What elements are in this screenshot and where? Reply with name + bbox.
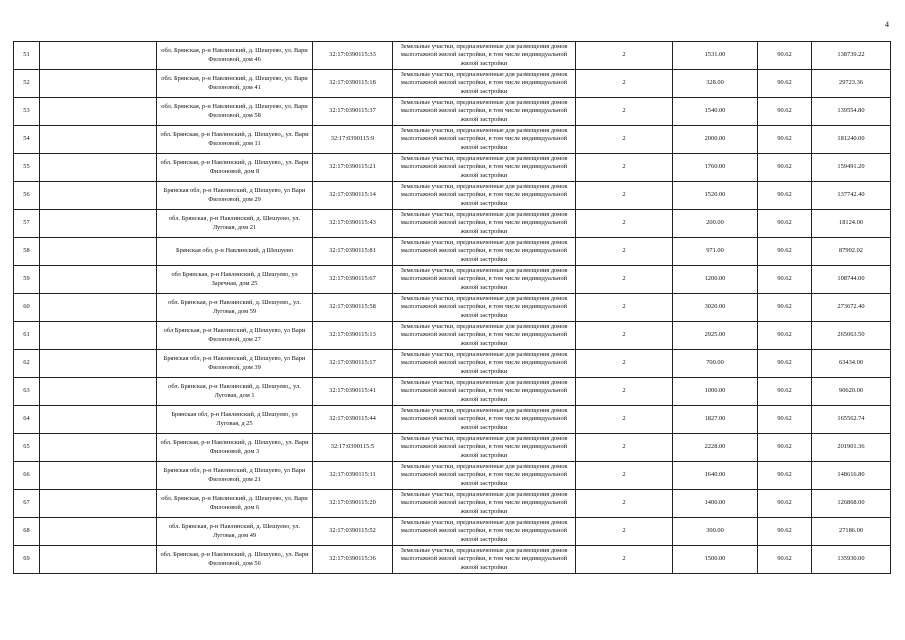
cadastral-number-cell: 32:17:0390115:58 xyxy=(313,294,393,322)
row-number-cell: 51 xyxy=(14,42,40,70)
land-use-cell: Земельные участки, предназначенные для размещения домов малоэтажной жилой застройки, в том числе индивидуальной жилой застройки xyxy=(393,322,576,350)
area-cell: 1500.00 xyxy=(673,546,758,574)
specific-value-cell: 90.62 xyxy=(758,406,812,434)
table-row xyxy=(14,266,891,294)
land-use-cell: Земельные участки, предназначенные для размещения домов малоэтажной жилой застройки, в том числе индивидуальной жилой застройки xyxy=(393,518,576,546)
row-number-cell: 67 xyxy=(14,490,40,518)
area-cell: 1531.00 xyxy=(673,42,758,70)
specific-value-cell: 90.62 xyxy=(758,294,812,322)
cadastral-number-cell: 32:17:0390115:13 xyxy=(313,322,393,350)
row-number-cell: 62 xyxy=(14,350,40,378)
row-number-cell: 59 xyxy=(14,266,40,294)
land-use-cell: Земельные участки, предназначенные для размещения домов малоэтажной жилой застройки, в том числе индивидуальной жилой застройки xyxy=(393,154,576,182)
cadastral-number-cell: 32:17:0390115:33 xyxy=(313,42,393,70)
cadastral-value-table xyxy=(13,41,891,574)
area-cell: 2925.00 xyxy=(673,322,758,350)
cadastral-value-cell: 90620.00 xyxy=(812,378,891,406)
cadastral-number-cell: 32:17:0390115:44 xyxy=(313,406,393,434)
table-row xyxy=(14,42,891,70)
empty-cell xyxy=(40,154,157,182)
address-cell: Брянская обл, р-н Навлинский, д Шешуево, ул Вари Филоновой, дом 29 xyxy=(157,182,313,210)
cadastral-value-cell: 108744.00 xyxy=(812,266,891,294)
row-number-cell: 54 xyxy=(14,126,40,154)
area-cell: 1200.00 xyxy=(673,266,758,294)
cadastral-number-cell: 32:17:0390115:9 xyxy=(313,126,393,154)
empty-cell xyxy=(40,98,157,126)
group-cell: 2 xyxy=(576,266,673,294)
land-use-cell: Земельные участки, предназначенные для размещения домов малоэтажной жилой застройки, в том числе индивидуальной жилой застройки xyxy=(393,210,576,238)
specific-value-cell: 90.62 xyxy=(758,378,812,406)
group-cell: 2 xyxy=(576,546,673,574)
empty-cell xyxy=(40,210,157,238)
empty-cell xyxy=(40,70,157,98)
group-cell: 2 xyxy=(576,518,673,546)
group-cell: 2 xyxy=(576,350,673,378)
page-number: 4 xyxy=(885,20,889,29)
land-use-cell: Земельные участки, предназначенные для размещения домов малоэтажной жилой застройки, в том числе индивидуальной жилой застройки xyxy=(393,406,576,434)
table-row xyxy=(14,490,891,518)
group-cell: 2 xyxy=(576,406,673,434)
empty-cell xyxy=(40,434,157,462)
area-cell: 2228.00 xyxy=(673,434,758,462)
table-row xyxy=(14,98,891,126)
specific-value-cell: 90.62 xyxy=(758,434,812,462)
area-cell: 2000.00 xyxy=(673,126,758,154)
group-cell: 2 xyxy=(576,126,673,154)
table-row xyxy=(14,462,891,490)
cadastral-number-cell: 32:17:0390115:37 xyxy=(313,98,393,126)
cadastral-value-cell: 273672.40 xyxy=(812,294,891,322)
table-row xyxy=(14,322,891,350)
area-cell: 328.00 xyxy=(673,70,758,98)
table-body xyxy=(14,42,891,574)
row-number-cell: 68 xyxy=(14,518,40,546)
row-number-cell: 63 xyxy=(14,378,40,406)
cadastral-value-cell: 138739.22 xyxy=(812,42,891,70)
specific-value-cell: 90.62 xyxy=(758,350,812,378)
cadastral-number-cell: 32:17:0390115:67 xyxy=(313,266,393,294)
specific-value-cell: 90.62 xyxy=(758,210,812,238)
specific-value-cell: 90.62 xyxy=(758,490,812,518)
row-number-cell: 69 xyxy=(14,546,40,574)
empty-cell xyxy=(40,126,157,154)
address-cell: обл Брянская, р-н Навлинский, д Шешуево, ул Заречная, дом 25 xyxy=(157,266,313,294)
land-use-cell: Земельные участки, предназначенные для размещения домов малоэтажной жилой застройки, в том числе индивидуальной жилой застройки xyxy=(393,238,576,266)
address-cell: обл. Брянская, р-н Навлинский, д. Шешуево,, ул. Луговая, дом 59 xyxy=(157,294,313,322)
group-cell: 2 xyxy=(576,154,673,182)
cadastral-value-cell: 139554.80 xyxy=(812,98,891,126)
specific-value-cell: 90.62 xyxy=(758,238,812,266)
empty-cell xyxy=(40,350,157,378)
row-number-cell: 61 xyxy=(14,322,40,350)
cadastral-number-cell: 32:17:0390115:14 xyxy=(313,182,393,210)
table-row xyxy=(14,518,891,546)
cadastral-number-cell: 32:17:0390115:11 xyxy=(313,462,393,490)
cadastral-number-cell: 32:17:0390115:18 xyxy=(313,70,393,98)
cadastral-number-cell: 32:17:0390115:81 xyxy=(313,238,393,266)
cadastral-number-cell: 32:17:0390115:5 xyxy=(313,434,393,462)
specific-value-cell: 90.62 xyxy=(758,154,812,182)
area-cell: 971.00 xyxy=(673,238,758,266)
specific-value-cell: 90.62 xyxy=(758,462,812,490)
empty-cell xyxy=(40,182,157,210)
cadastral-value-cell: 63434.00 xyxy=(812,350,891,378)
table-row xyxy=(14,210,891,238)
land-use-cell: Земельные участки, предназначенные для размещения домов малоэтажной жилой застройки, в том числе индивидуальной жилой застройки xyxy=(393,266,576,294)
table-row xyxy=(14,406,891,434)
area-cell: 1400.00 xyxy=(673,490,758,518)
area-cell: 3020.00 xyxy=(673,294,758,322)
cadastral-value-cell: 87992.02 xyxy=(812,238,891,266)
cadastral-number-cell: 32:17:0390115:41 xyxy=(313,378,393,406)
area-cell: 1540.00 xyxy=(673,98,758,126)
land-use-cell: Земельные участки, предназначенные для размещения домов малоэтажной жилой застройки, в том числе индивидуальной жилой застройки xyxy=(393,126,576,154)
row-number-cell: 58 xyxy=(14,238,40,266)
table-row xyxy=(14,378,891,406)
land-use-cell: Земельные участки, предназначенные для размещения домов малоэтажной жилой застройки, в том числе индивидуальной жилой застройки xyxy=(393,490,576,518)
cadastral-value-cell: 181240.00 xyxy=(812,126,891,154)
cadastral-number-cell: 32:17:0390115:52 xyxy=(313,518,393,546)
cadastral-value-cell: 201901.36 xyxy=(812,434,891,462)
land-use-cell: Земельные участки, предназначенные для размещения домов малоэтажной жилой застройки, в том числе индивидуальной жилой застройки xyxy=(393,378,576,406)
specific-value-cell: 90.62 xyxy=(758,182,812,210)
group-cell: 2 xyxy=(576,210,673,238)
table-row xyxy=(14,126,891,154)
cadastral-number-cell: 32:17:0390115:17 xyxy=(313,350,393,378)
cadastral-value-cell: 137742.40 xyxy=(812,182,891,210)
cadastral-value-cell: 27186.00 xyxy=(812,518,891,546)
group-cell: 2 xyxy=(576,434,673,462)
empty-cell xyxy=(40,462,157,490)
table-row xyxy=(14,182,891,210)
table-row xyxy=(14,154,891,182)
address-cell: обл. Брянская, р-н Навлинский, д. Шешуево,, ул. Вари Филоновой, дом 8 xyxy=(157,154,313,182)
specific-value-cell: 90.62 xyxy=(758,546,812,574)
area-cell: 1520.00 xyxy=(673,182,758,210)
empty-cell xyxy=(40,42,157,70)
empty-cell xyxy=(40,490,157,518)
group-cell: 2 xyxy=(576,98,673,126)
row-number-cell: 52 xyxy=(14,70,40,98)
land-use-cell: Земельные участки, предназначенные для размещения домов малоэтажной жилой застройки, в том числе индивидуальной жилой застройки xyxy=(393,294,576,322)
group-cell: 2 xyxy=(576,294,673,322)
land-use-cell: Земельные участки, предназначенные для размещения домов малоэтажной жилой застройки, в том числе индивидуальной жилой застройки xyxy=(393,182,576,210)
specific-value-cell: 90.62 xyxy=(758,322,812,350)
area-cell: 700.00 xyxy=(673,350,758,378)
group-cell: 2 xyxy=(576,182,673,210)
area-cell: 200.00 xyxy=(673,210,758,238)
address-cell: обл Брянская, р-н Навлинский, д Шешуево, ул Вари Филоновой, дом 27 xyxy=(157,322,313,350)
address-cell: обл. Брянская, р-н Навлинский, д. Шешуево, ул. Вари Филоновой, дом 58 xyxy=(157,98,313,126)
address-cell: обл. Брянская, р-н Навлинский, д. Шешуево, ул. Вари Филоновой, дом 46 xyxy=(157,42,313,70)
table-row xyxy=(14,350,891,378)
area-cell: 1760.00 xyxy=(673,154,758,182)
empty-cell xyxy=(40,518,157,546)
address-cell: обл. Брянская, р-н Навлинский, д. Шешуево, ул. Луговая, дом 21 xyxy=(157,210,313,238)
land-use-cell: Земельные участки, предназначенные для размещения домов малоэтажной жилой застройки, в том числе индивидуальной жилой застройки xyxy=(393,42,576,70)
address-cell: обл. Брянская, р-н Навлинский, д. Шешуево,, ул. Вари Филоновой, дом 56 xyxy=(157,546,313,574)
address-cell: обл. Брянская, р-н Навлинский, д. Шешуево,, ул. Вари Филоновой, дом 11 xyxy=(157,126,313,154)
address-cell: Брянская обл, р-н Навлинский, д Шешуево, ул Вари Филоновой, дом 21 xyxy=(157,462,313,490)
land-use-cell: Земельные участки, предназначенные для размещения домов малоэтажной жилой застройки, в том числе индивидуальной жилой застройки xyxy=(393,70,576,98)
empty-cell xyxy=(40,546,157,574)
group-cell: 2 xyxy=(576,42,673,70)
address-cell: обл. Брянская, р-н Навлинский, д. Шешуево,, ул. Луговая, дом 1 xyxy=(157,378,313,406)
cadastral-value-cell: 126868.00 xyxy=(812,490,891,518)
cadastral-value-cell: 165562.74 xyxy=(812,406,891,434)
address-cell: обл. Брянская, р-н Навлинский, д. Шешуево, ул. Вари Филоновой, дом 6 xyxy=(157,490,313,518)
empty-cell xyxy=(40,406,157,434)
group-cell: 2 xyxy=(576,462,673,490)
land-use-cell: Земельные участки, предназначенные для размещения домов малоэтажной жилой застройки, в том числе индивидуальной жилой застройки xyxy=(393,462,576,490)
group-cell: 2 xyxy=(576,322,673,350)
empty-cell xyxy=(40,238,157,266)
cadastral-value-cell: 159491.20 xyxy=(812,154,891,182)
row-number-cell: 57 xyxy=(14,210,40,238)
row-number-cell: 60 xyxy=(14,294,40,322)
group-cell: 2 xyxy=(576,70,673,98)
area-cell: 1827.00 xyxy=(673,406,758,434)
address-cell: обл. Брянская, р-н Навлинский, д. Шешуево, ул. Вари Филоновой, дом 41 xyxy=(157,70,313,98)
row-number-cell: 55 xyxy=(14,154,40,182)
address-cell: Брянская обл, р-н Навлинский, д Шешуево xyxy=(157,238,313,266)
empty-cell xyxy=(40,294,157,322)
specific-value-cell: 90.62 xyxy=(758,70,812,98)
empty-cell xyxy=(40,266,157,294)
land-use-cell: Земельные участки, предназначенные для размещения домов малоэтажной жилой застройки, в том числе индивидуальной жилой застройки xyxy=(393,350,576,378)
land-use-cell: Земельные участки, предназначенные для размещения домов малоэтажной жилой застройки, в том числе индивидуальной жилой застройки xyxy=(393,98,576,126)
group-cell: 2 xyxy=(576,238,673,266)
cadastral-value-cell: 148616.80 xyxy=(812,462,891,490)
cadastral-number-cell: 32:17:0390115:43 xyxy=(313,210,393,238)
row-number-cell: 65 xyxy=(14,434,40,462)
specific-value-cell: 90.62 xyxy=(758,266,812,294)
address-cell: Брянская обл, р-н Навлинский, д Шешуево, ул Луговая, д 25 xyxy=(157,406,313,434)
cadastral-value-cell: 29723.36 xyxy=(812,70,891,98)
table-row xyxy=(14,294,891,322)
table-row xyxy=(14,546,891,574)
area-cell: 1000.00 xyxy=(673,378,758,406)
area-cell: 300.00 xyxy=(673,518,758,546)
row-number-cell: 64 xyxy=(14,406,40,434)
table-row xyxy=(14,238,891,266)
land-use-cell: Земельные участки, предназначенные для размещения домов малоэтажной жилой застройки, в том числе индивидуальной жилой застройки xyxy=(393,434,576,462)
specific-value-cell: 90.62 xyxy=(758,98,812,126)
cadastral-number-cell: 32:17:0390115:20 xyxy=(313,490,393,518)
group-cell: 2 xyxy=(576,490,673,518)
cadastral-number-cell: 32:17:0390115:21 xyxy=(313,154,393,182)
row-number-cell: 56 xyxy=(14,182,40,210)
group-cell: 2 xyxy=(576,378,673,406)
row-number-cell: 66 xyxy=(14,462,40,490)
specific-value-cell: 90.62 xyxy=(758,126,812,154)
specific-value-cell: 90.62 xyxy=(758,518,812,546)
table-row xyxy=(14,434,891,462)
land-use-cell: Земельные участки, предназначенные для размещения домов малоэтажной жилой застройки, в том числе индивидуальной жилой застройки xyxy=(393,546,576,574)
cadastral-value-cell: 135930.00 xyxy=(812,546,891,574)
row-number-cell: 53 xyxy=(14,98,40,126)
cadastral-value-cell: 18124.00 xyxy=(812,210,891,238)
table-row xyxy=(14,70,891,98)
empty-cell xyxy=(40,378,157,406)
cadastral-value-cell: 265063.50 xyxy=(812,322,891,350)
cadastral-number-cell: 32:17:0390115:36 xyxy=(313,546,393,574)
empty-cell xyxy=(40,322,157,350)
address-cell: обл. Брянская, р-н Навлинский, д. Шешуево,, ул. Вари Филоновой, дом 3 xyxy=(157,434,313,462)
specific-value-cell: 90.62 xyxy=(758,42,812,70)
address-cell: обл. Брянская, р-н Навлинский, д. Шешуево, ул. Луговая, дом 49 xyxy=(157,518,313,546)
address-cell: Брянская обл, р-н Навлинский, д Шешуево, ул Вари Филоновой, дом 39 xyxy=(157,350,313,378)
area-cell: 1640.00 xyxy=(673,462,758,490)
